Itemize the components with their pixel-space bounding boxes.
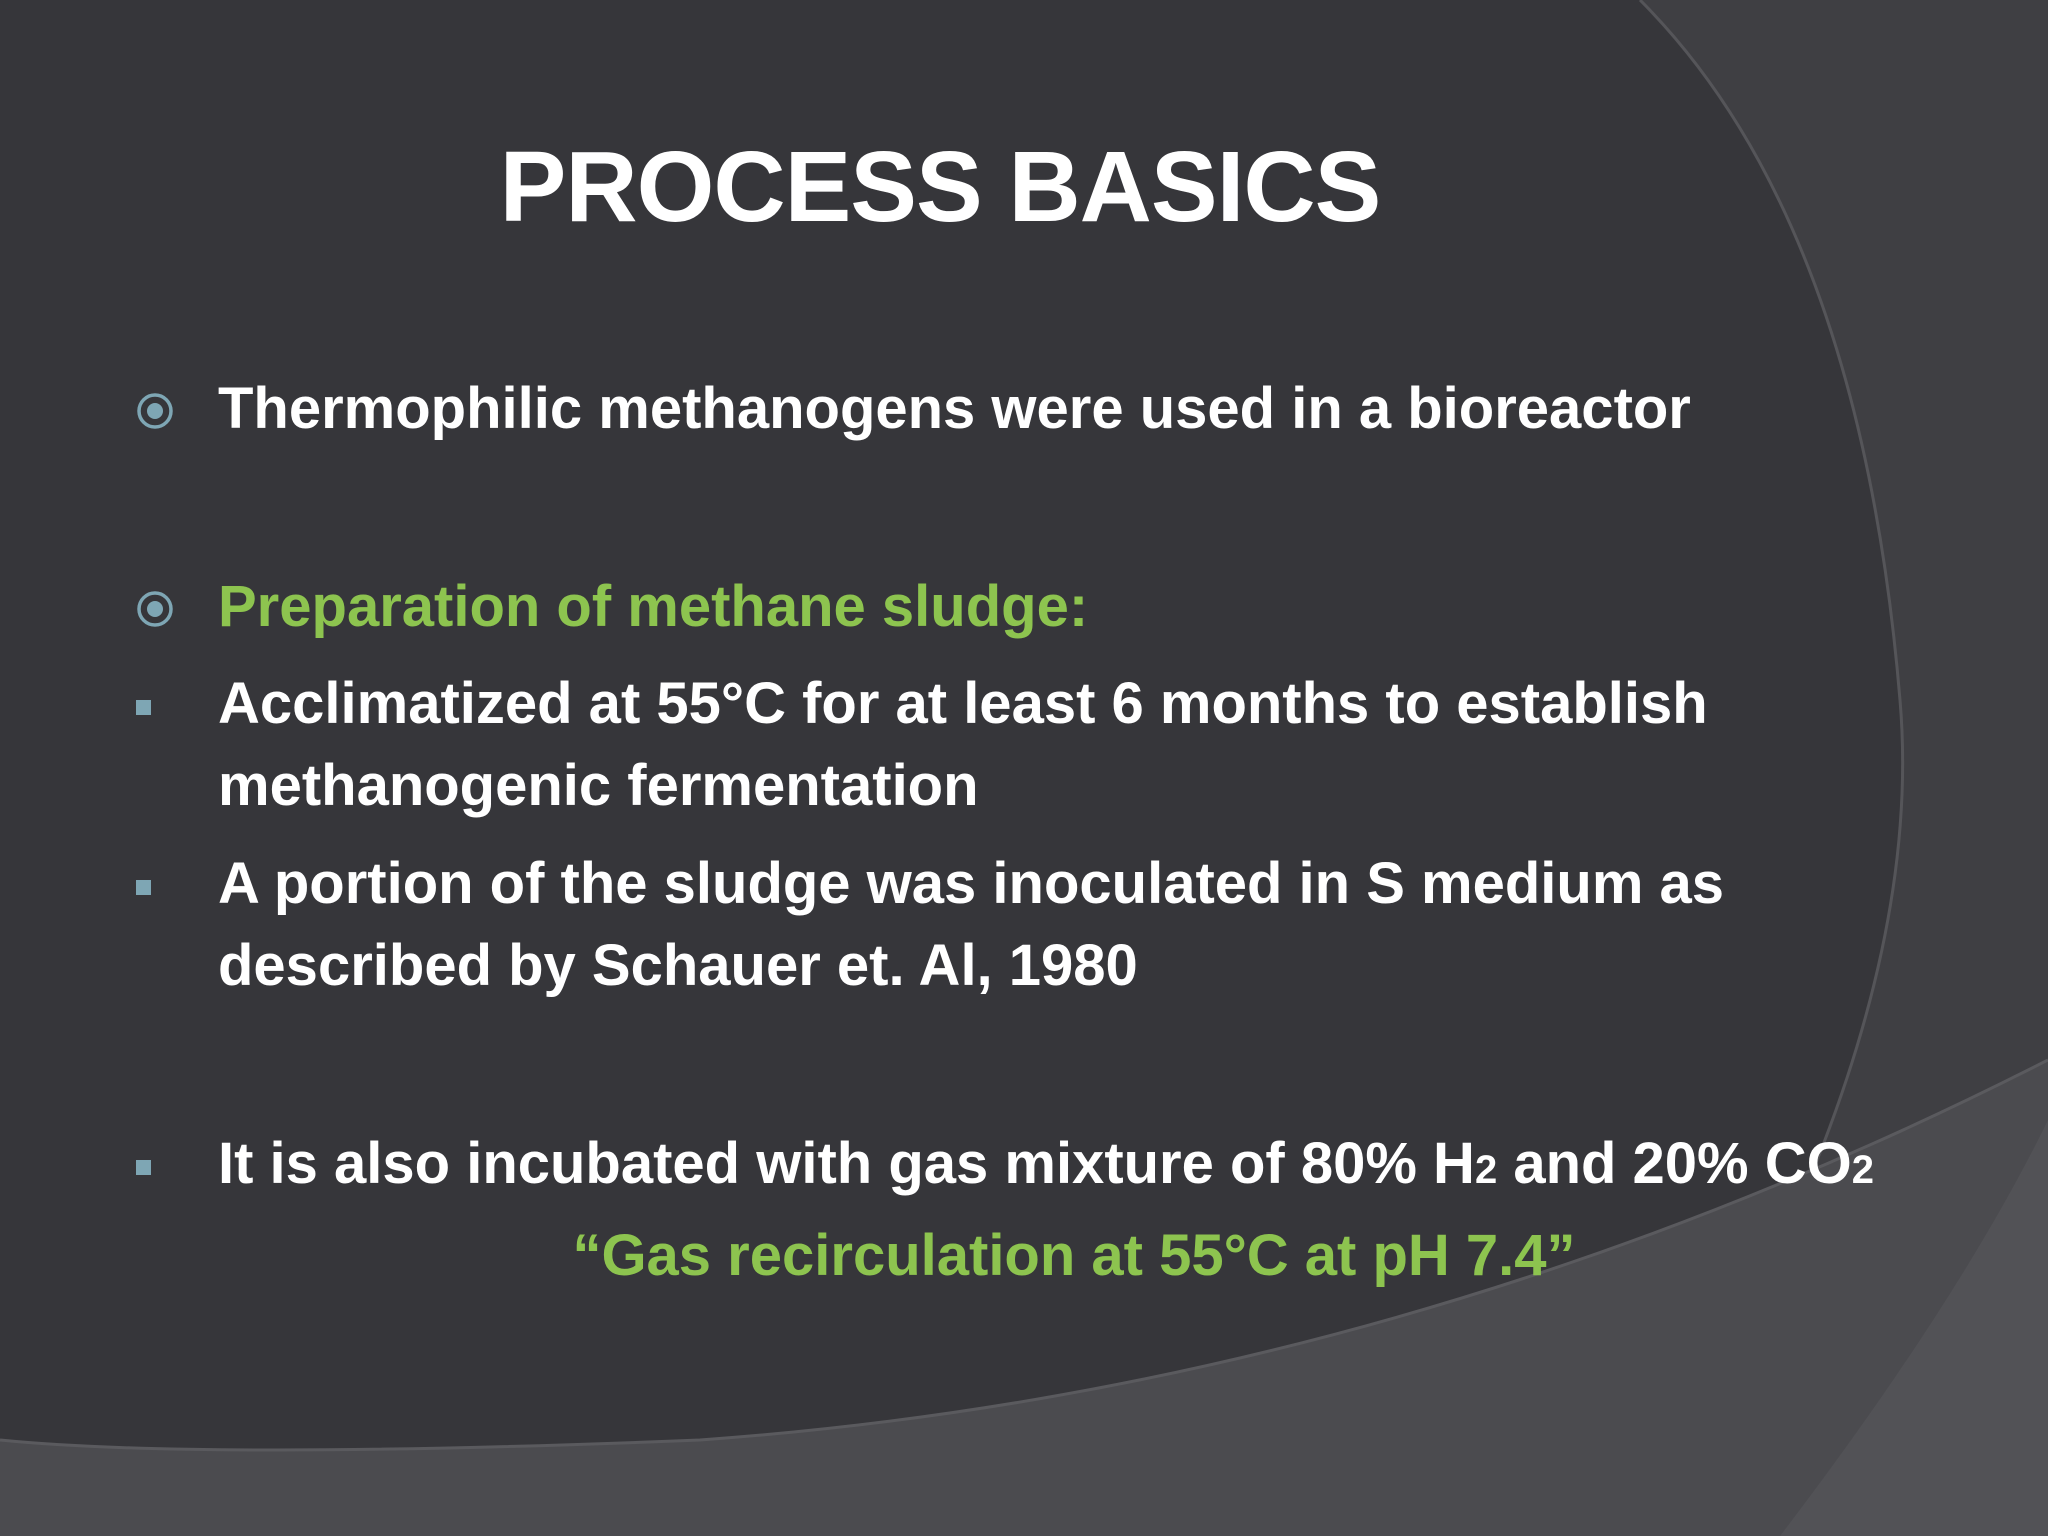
sub-bullet-acclimatized-line1: Acclimatized at 55°C for at least 6 months to establish — [218, 671, 1708, 736]
slide-title: PROCESS BASICS — [499, 131, 1381, 243]
square-bullet-icon — [136, 1160, 151, 1175]
sub-bullet-portion-line1: A portion of the sludge was inoculated in S medium as — [218, 851, 1725, 916]
sub-bullet-gas-mixture — [218, 1130, 1874, 1197]
sub-bullet-acclimatized-line2: methanogenic fermentation — [218, 753, 979, 818]
bullet-thermophilic: Thermophilic methanogens were used in a bioreactor — [218, 376, 1691, 441]
square-bullet-icon — [136, 700, 151, 715]
subscript-2: 2 — [1474, 1148, 1498, 1192]
subscript-2: 2 — [1851, 1148, 1874, 1192]
square-bullet-icon — [136, 880, 151, 895]
sub-bullet-portion-line2: described by Schauer et. Al, 1980 — [218, 933, 1138, 998]
circle-bullet-icon — [136, 590, 174, 628]
bullet-preparation: Preparation of methane sludge: — [218, 574, 1089, 639]
gas-recirculation-quote: “Gas recirculation at 55°C at pH 7.4” — [572, 1223, 1576, 1288]
circle-bullet-icon — [136, 392, 174, 430]
gas-mixture-text-c: and 20% CO — [1497, 1131, 1852, 1196]
gas-mixture-text-a: It is also incubated with gas mixture of 80% H — [218, 1131, 1475, 1196]
